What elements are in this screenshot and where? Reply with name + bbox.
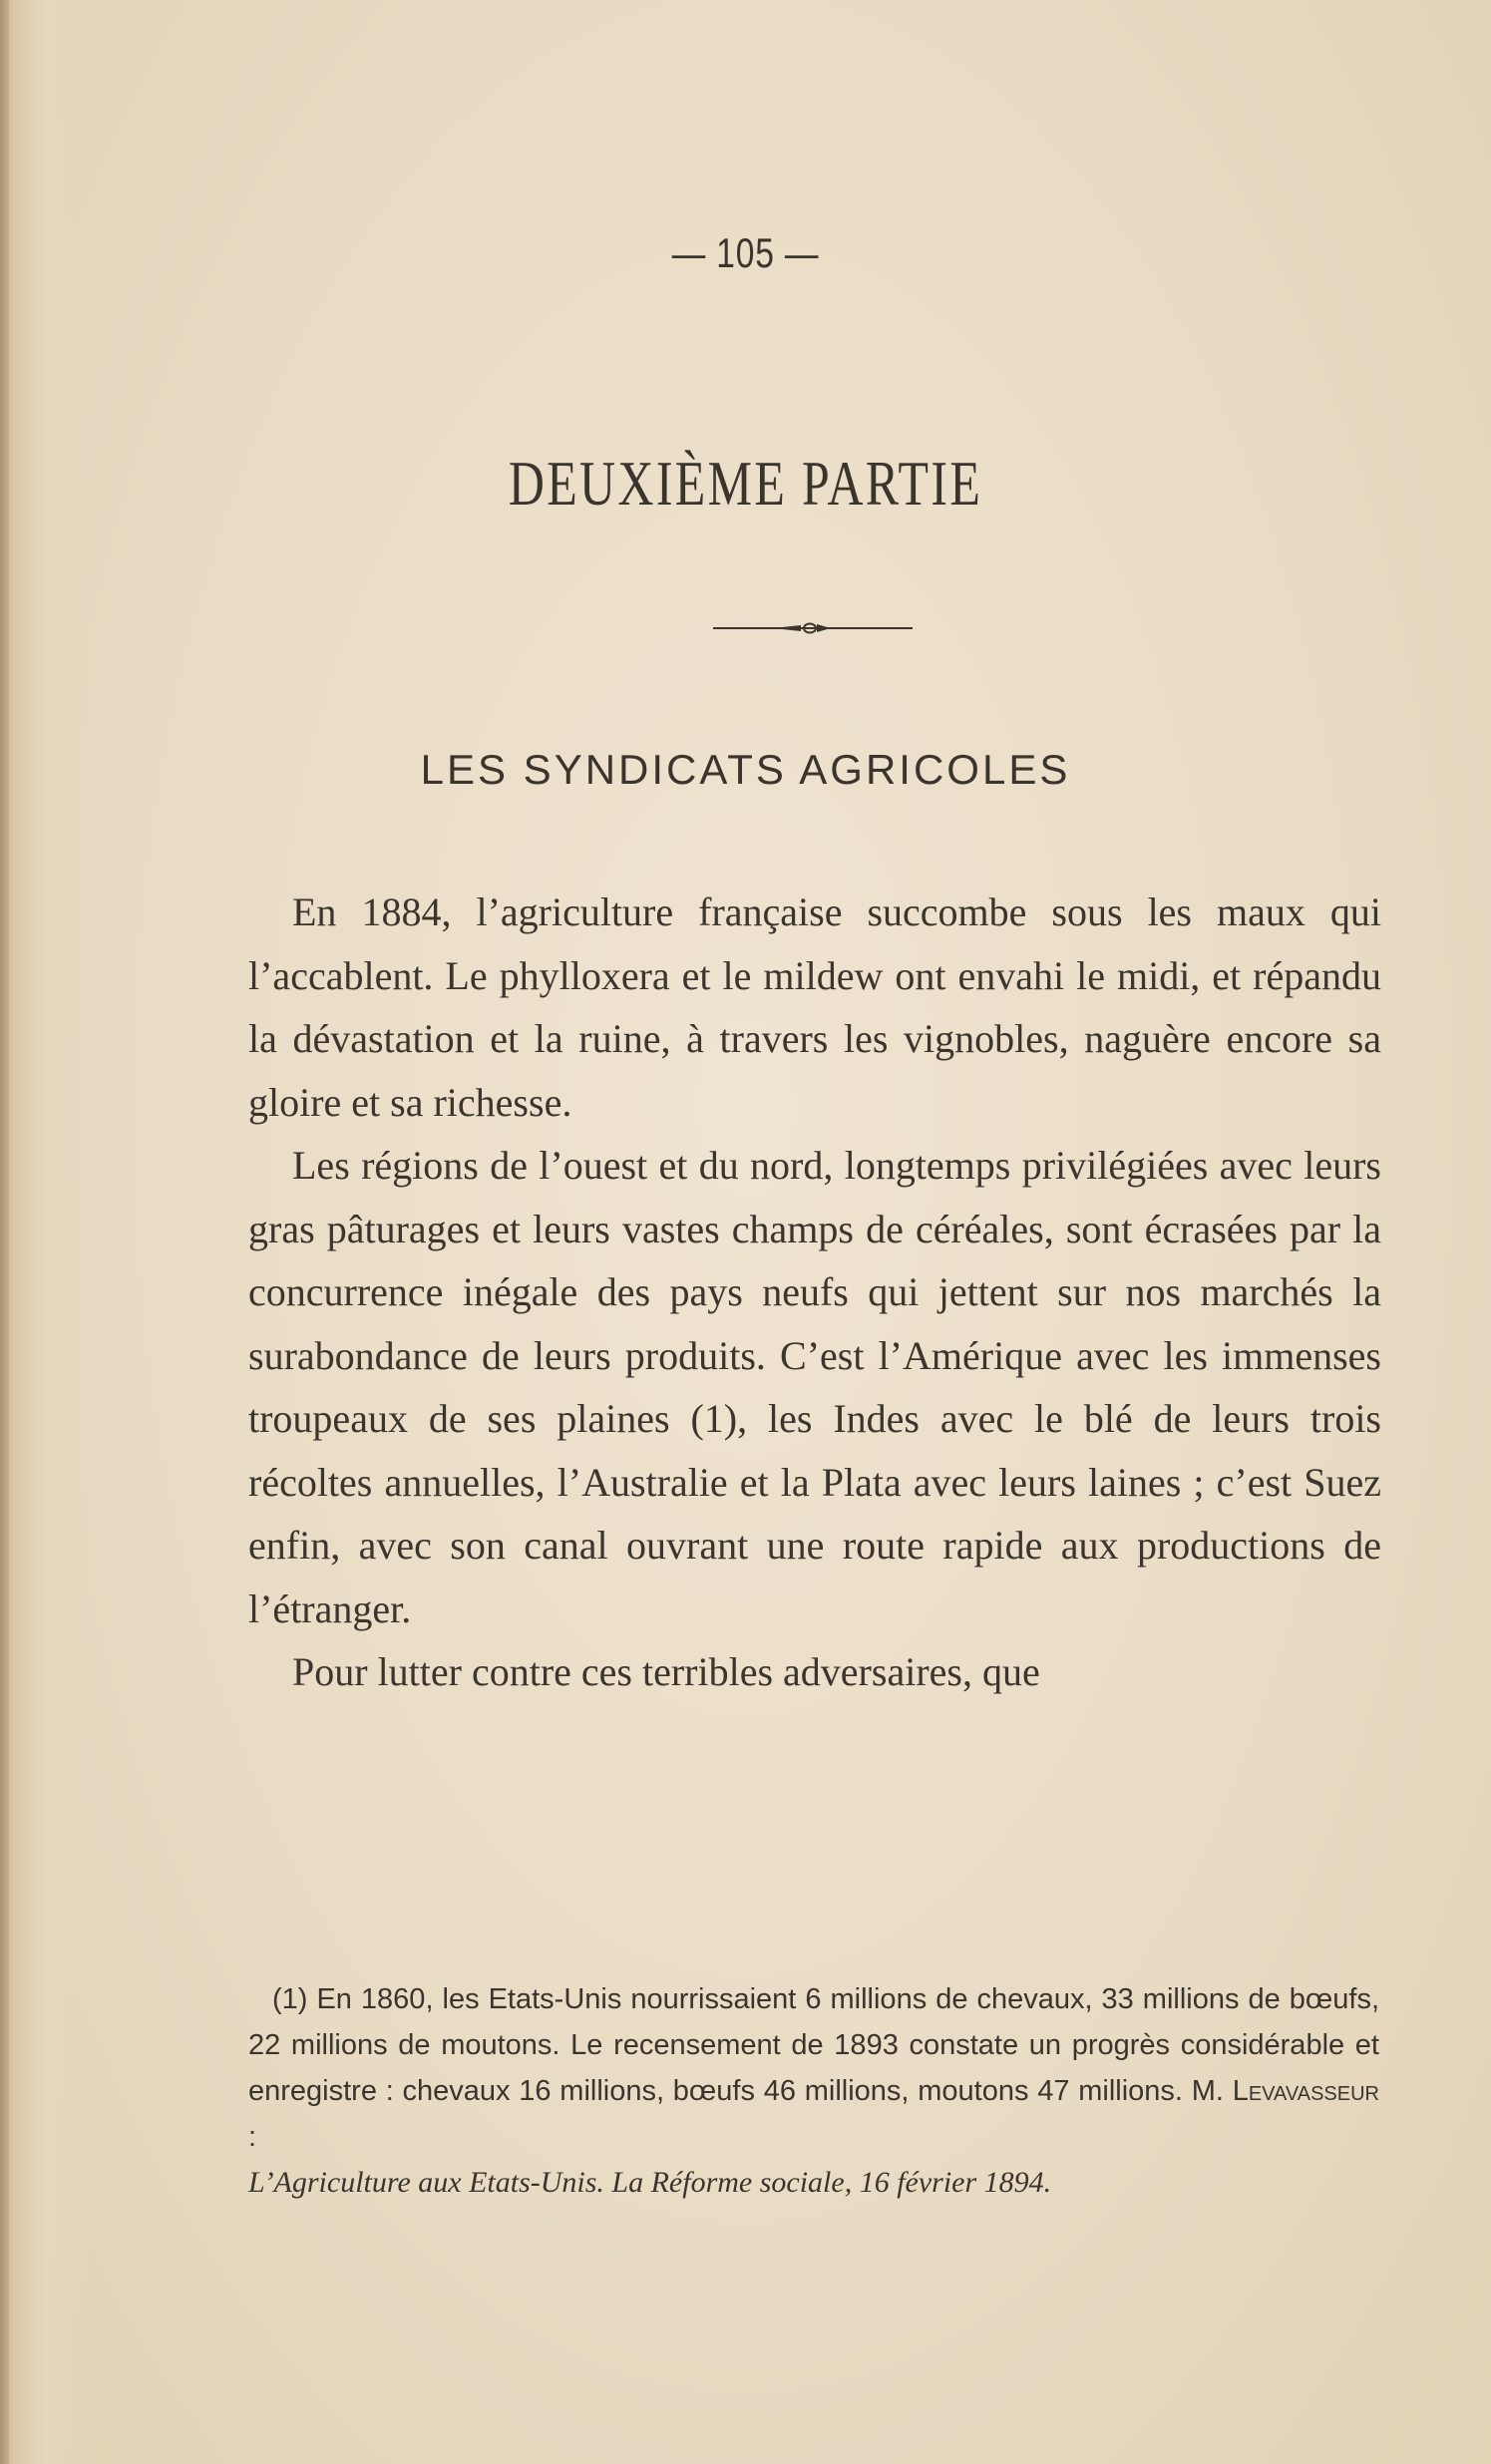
paragraph: Les régions de l’ouest et du nord, longtemps privilégiées avec leurs gras pâturages et leurs vastes champs de céréales, sont écrasées par la concurrence inégale des pays neufs qui jettent sur nos marchés la surabondance de leurs produits. C’est l’Amérique avec les immenses troupeaux de ses plaines (1), les Indes avec le blé de leurs trois récoltes annuelles, l’Australie et la Plata avec leurs laines ; c’est Suez enfin, avec son canal ouvrant une route rapide aux productions de l’étranger.: [248, 1143, 1381, 1631]
paragraph: Pour lutter contre ces terribles adversaires, que: [292, 1649, 1040, 1694]
chapter-title: LES SYNDICATS AGRICOLES: [420, 746, 1071, 793]
footnote: [248, 1976, 1379, 2206]
paragraph: En 1884, l’agriculture française succombe sous les maux qui l’accablent. Le phylloxera et le mildew ont envahi le midi, et répandu la dévastation et la ruine, à travers les vignobles, naguère encore sa gloire et sa richesse.: [248, 889, 1381, 1125]
footnote-citation: L’Agriculture aux Etats-Unis. La Réforme sociale, 16 février 1894.: [248, 2166, 1052, 2199]
footnote-author: M. Levavasseur :: [248, 2075, 1379, 2153]
page-number: — 105 —: [671, 229, 820, 276]
ornament-divider: [713, 616, 913, 640]
footnote-text: (1) En 1860, les Etats-Unis nourrissaient 6 millions de chevaux, 33 millions de bœufs, 22 millions de moutons. Le recensement de 1893 constate un progrès considérable et enregistre : chevaux 16 millions, bœufs 46 millions, moutons 47 millions.: [248, 1983, 1379, 2107]
binding-edge: [0, 0, 9, 2464]
body-text: [248, 880, 1381, 1704]
part-title: DEUXIÈME PARTIE: [508, 448, 983, 519]
